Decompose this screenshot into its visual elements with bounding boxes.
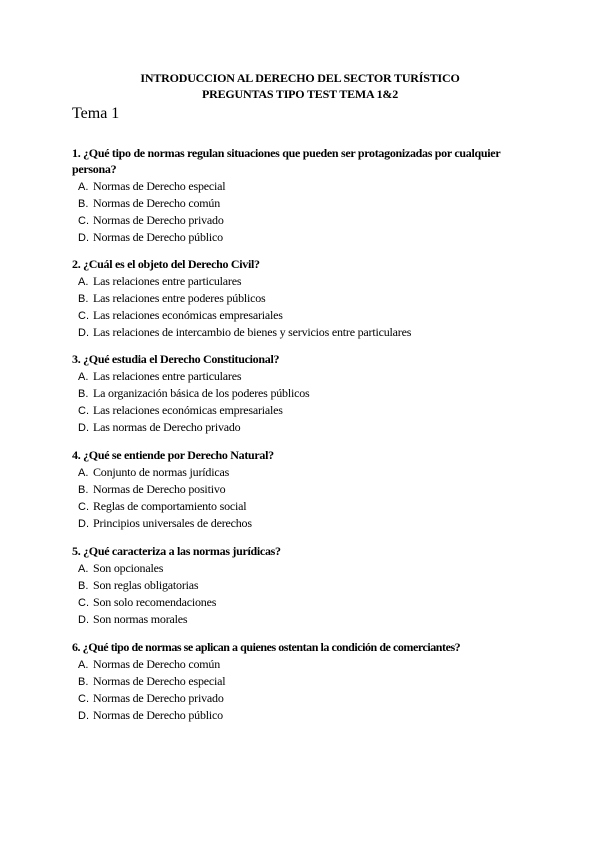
option-letter: B. <box>78 580 89 592</box>
option-text: Las relaciones entre poderes públicos <box>93 291 266 305</box>
answer-options <box>72 368 512 436</box>
option-letter: D. <box>78 614 89 626</box>
option-text: Normas de Derecho especial <box>93 179 226 193</box>
answer-option <box>72 368 512 385</box>
question-text: 4. ¿Qué se entiende por Derecho Natural? <box>72 448 274 462</box>
answer-option <box>72 402 512 419</box>
option-text: Normas de Derecho privado <box>93 691 224 705</box>
question-5 <box>72 543 512 628</box>
answer-option <box>72 178 512 195</box>
option-text: Normas de Derecho público <box>93 230 223 244</box>
answer-option <box>72 195 512 212</box>
option-letter: C. <box>78 215 89 227</box>
option-text: Reglas de comportamiento social <box>93 499 247 513</box>
answer-option <box>72 690 522 707</box>
option-letter: C. <box>78 310 89 322</box>
answer-options <box>72 178 512 246</box>
answer-option <box>72 673 522 690</box>
question-text: 3. ¿Qué estudia el Derecho Constitucional? <box>72 352 280 366</box>
option-text: Las relaciones de intercambio de bienes y servicios entre particulares <box>93 325 412 339</box>
answer-options <box>72 273 512 341</box>
option-letter: B. <box>78 293 89 305</box>
answer-option <box>72 273 512 290</box>
option-letter: B. <box>78 388 89 400</box>
option-letter: A. <box>78 181 89 193</box>
question-1 <box>72 145 512 246</box>
option-text: La organización básica de los poderes públicos <box>93 386 310 400</box>
document-subtitle: PREGUNTAS TIPO TEST TEMA 1&2 <box>201 87 398 101</box>
answer-option <box>72 577 512 594</box>
option-letter: D. <box>78 232 89 244</box>
option-letter: A. <box>78 563 89 575</box>
option-text: Normas de Derecho público <box>93 708 223 722</box>
answer-option <box>72 385 512 402</box>
option-text: Las relaciones entre particulares <box>93 274 242 288</box>
answer-option <box>72 419 512 436</box>
option-text: Normas de Derecho común <box>93 196 221 210</box>
option-text: Son opcionales <box>93 561 164 575</box>
option-letter: B. <box>78 198 89 210</box>
option-text: Las relaciones entre particulares <box>93 369 242 383</box>
answer-option <box>72 594 512 611</box>
option-letter: D. <box>78 710 89 722</box>
answer-option <box>72 290 512 307</box>
option-letter: B. <box>78 484 89 496</box>
answer-option <box>72 611 512 628</box>
option-letter: A. <box>78 371 89 383</box>
answer-option <box>72 498 512 515</box>
option-text: Normas de Derecho positivo <box>93 482 226 496</box>
question-text: 1. ¿Qué tipo de normas regulan situaciones que pueden ser protagonizadas por cualquier persona? <box>72 146 501 176</box>
option-text: Conjunto de normas jurídicas <box>93 465 230 479</box>
question-3 <box>72 351 512 436</box>
option-text: Son reglas obligatorias <box>93 578 199 592</box>
option-text: Normas de Derecho privado <box>93 213 224 227</box>
option-letter: C. <box>78 405 89 417</box>
option-letter: C. <box>78 501 89 513</box>
option-text: Las normas de Derecho privado <box>93 420 241 434</box>
answer-option <box>72 464 512 481</box>
option-letter: B. <box>78 676 89 688</box>
option-letter: A. <box>78 467 89 479</box>
option-letter: C. <box>78 597 89 609</box>
question-6 <box>72 639 522 724</box>
question-4 <box>72 447 512 532</box>
option-text: Son normas morales <box>93 612 188 626</box>
answer-option <box>72 481 512 498</box>
document-title: INTRODUCCION AL DERECHO DEL SECTOR TURÍSTICO <box>140 71 460 85</box>
option-text: Son solo recomendaciones <box>93 595 217 609</box>
answer-option <box>72 560 512 577</box>
option-text: Las relaciones económicas empresariales <box>93 308 283 322</box>
option-text: Las relaciones económicas empresariales <box>93 403 283 417</box>
answer-option <box>72 656 522 673</box>
answer-options <box>72 464 512 532</box>
answer-option <box>72 307 512 324</box>
option-text: Normas de Derecho especial <box>93 674 226 688</box>
section-heading: Tema 1 <box>72 105 120 122</box>
option-letter: C. <box>78 693 89 705</box>
question-text: 5. ¿Qué caracteriza a las normas jurídicas? <box>72 544 281 558</box>
answer-option <box>72 212 512 229</box>
question-text: 2. ¿Cuál es el objeto del Derecho Civil? <box>72 257 260 271</box>
answer-option <box>72 707 522 724</box>
option-letter: D. <box>78 518 89 530</box>
option-letter: D. <box>78 327 89 339</box>
answer-option <box>72 324 512 341</box>
option-letter: A. <box>78 659 89 671</box>
option-letter: D. <box>78 422 89 434</box>
answer-option <box>72 229 512 246</box>
question-text: 6. ¿Qué tipo de normas se aplican a quienes ostentan la condición de comerciantes? <box>72 640 461 654</box>
option-letter: A. <box>78 276 89 288</box>
answer-options <box>72 656 522 724</box>
answer-options <box>72 560 512 628</box>
option-text: Principios universales de derechos <box>93 516 252 530</box>
option-text: Normas de Derecho común <box>93 657 221 671</box>
question-2 <box>72 256 512 341</box>
answer-option <box>72 515 512 532</box>
